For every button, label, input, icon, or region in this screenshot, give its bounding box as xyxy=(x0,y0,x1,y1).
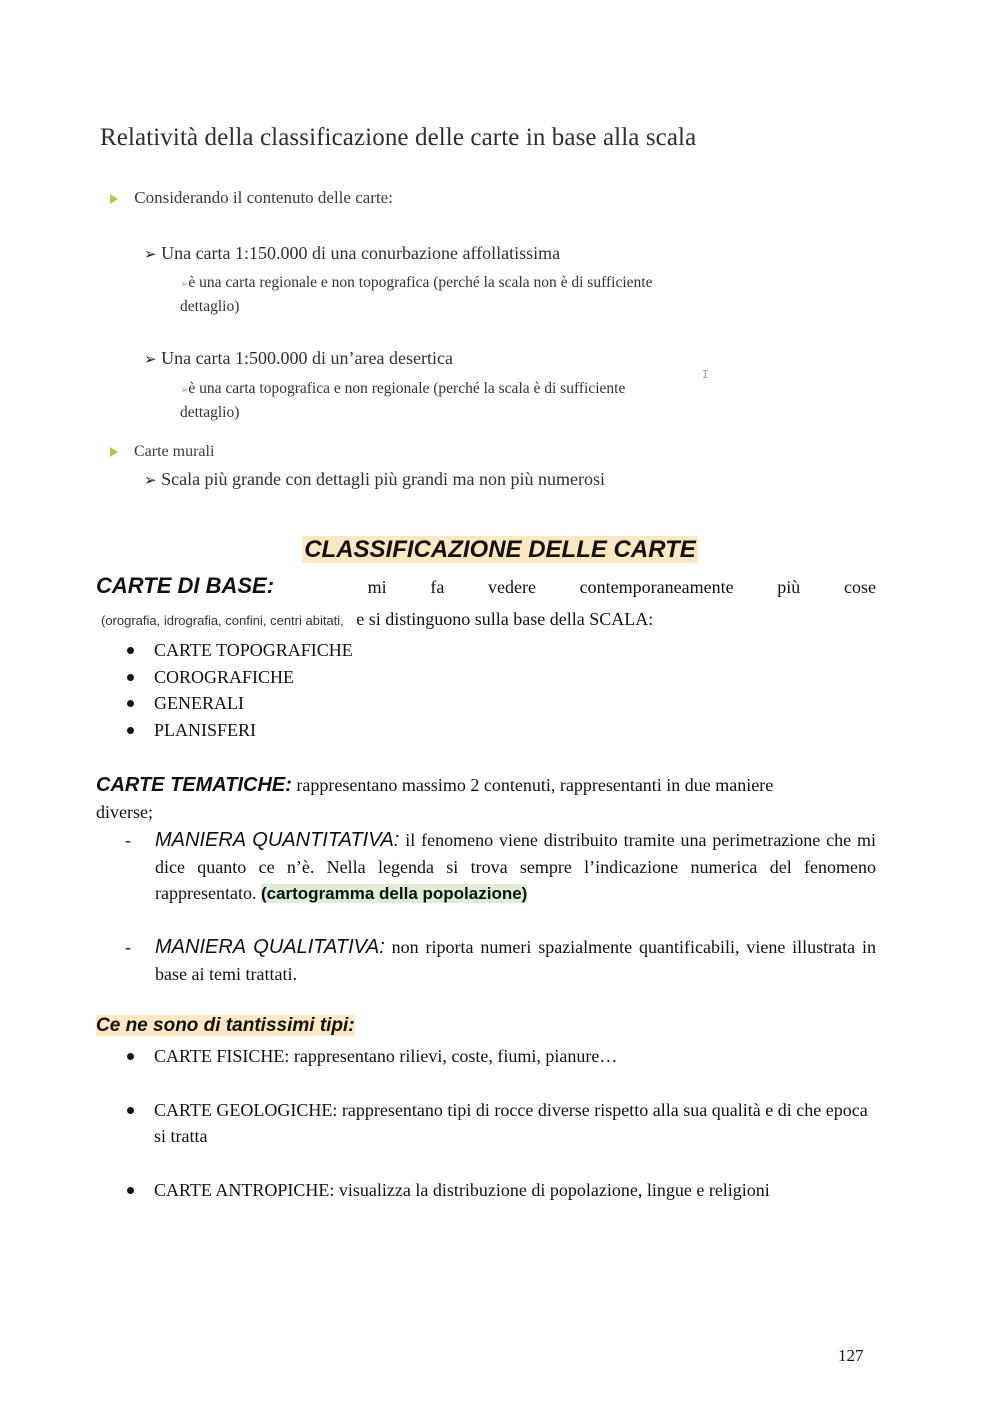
bullet-icon xyxy=(127,674,134,681)
bullet-icon xyxy=(127,1187,134,1194)
arrow-bullet-icon: ➢ xyxy=(144,471,157,489)
list-item: CARTE TOPOGRAFICHE xyxy=(96,637,353,664)
thematic-maps-label: CARTE TEMATICHE: xyxy=(96,774,292,796)
base-maps-rest: e si distinguono sulla base della SCALA: xyxy=(356,609,654,629)
qualitative-item: - MANIERA QUALITATIVA: non riporta numeri spazialmente quantificabili, viene illustrata in base ai temi trattati. xyxy=(125,936,877,984)
embedded-slide-image xyxy=(96,118,796,503)
base-maps-label: CARTE DI BASE: xyxy=(96,573,275,598)
thematic-maps-paragraph: CARTE TEMATICHE: rappresentano massimo 2 contenuti, rappresentanti in due maniere diverse; xyxy=(96,774,774,822)
list-item: CARTE ANTROPICHE: visualizza la distribuzione di popolazione, lingue e religioni xyxy=(96,1177,876,1204)
base-word: fa xyxy=(430,577,445,597)
list-item: PLANISFERI xyxy=(96,717,353,744)
list-item: CARTE GEOLOGICHE: rappresentano tipi di rocce diverse rispetto alla sua qualità e di che epoca si tratta xyxy=(96,1097,876,1150)
list-item: CARTE FISICHE: rappresentano rilievi, coste, fiumi, pianure… xyxy=(96,1043,876,1070)
bullet-icon xyxy=(127,700,134,707)
base-word: contemporaneamente xyxy=(579,577,734,597)
slide-point-murals: Carte murali xyxy=(110,443,214,461)
arrow-bullet-icon: ➢ xyxy=(144,245,157,263)
arrow-bullet-icon: ➢ xyxy=(144,350,157,368)
quantitative-label: MANIERA QUANTITATIVA: xyxy=(155,829,400,851)
base-maps-second-line xyxy=(101,609,881,630)
list-item: COROGRAFICHE xyxy=(96,664,353,691)
base-maps-list xyxy=(96,637,353,743)
base-maps-line xyxy=(96,573,876,599)
page-number: 127 xyxy=(838,1346,864,1365)
types-list xyxy=(96,1043,876,1203)
types-heading: Ce ne sono di tantissimi tipi: xyxy=(96,1015,355,1036)
slide-sub-point-3: ➢ Scala più grande con dettagli più grandi ma non più numerosi xyxy=(144,469,605,489)
section-heading: CLASSIFICAZIONE DELLE CARTE xyxy=(304,536,696,563)
base-word: più xyxy=(777,577,801,597)
arrow-bullet-icon xyxy=(110,194,118,204)
slide-sub-point-2-detail: ➢è una carta topografica e non regionale (perché la scala è di sufficiente dettaglio) xyxy=(180,380,626,421)
base-maps-note: (orografia, idrografia, confini, centri abitati, xyxy=(101,613,344,628)
arrow-bullet-icon: ➢ xyxy=(180,279,189,290)
qualitative-label: MANIERA QUALITATIVA: xyxy=(155,936,385,958)
dash-bullet: - xyxy=(125,830,131,850)
list-item: GENERALI xyxy=(96,690,353,717)
dash-bullet: - xyxy=(125,937,131,957)
base-word: vedere xyxy=(488,577,536,597)
quantitative-example: (cartogramma della popolazione) xyxy=(260,884,528,903)
arrow-bullet-icon xyxy=(110,447,118,457)
slide-sub-point-1: ➢ Una carta 1:150.000 di una conurbazione affollatissima xyxy=(144,243,561,263)
base-word: cose xyxy=(843,577,876,597)
bullet-icon xyxy=(127,1053,134,1060)
slide-point-content: Considerando il contenuto delle carte: xyxy=(110,188,393,208)
slide-title: Relatività della classificazione delle carte in base alla scala xyxy=(100,124,697,151)
base-word: mi xyxy=(367,577,387,597)
arrow-bullet-icon: ➢ xyxy=(180,385,189,396)
text-cursor-icon: I xyxy=(702,368,709,381)
bullet-icon xyxy=(127,727,134,734)
quantitative-item: - MANIERA QUANTITATIVA: il fenomeno viene distribuito tramite una perimetrazione che mi dice quanto ce n’è. Nella legenda si trova sempre l’indicazione numerica del fenomeno rappresentato. (cartogramma della popolazione) xyxy=(125,829,877,903)
bullet-icon xyxy=(127,647,134,654)
slide-sub-point-2: ➢ Una carta 1:500.000 di un’area desertica xyxy=(144,348,453,368)
bullet-icon xyxy=(127,1107,134,1114)
slide-sub-point-1-detail: ➢è una carta regionale e non topografica (perché la scala non è di sufficiente dettaglio) xyxy=(180,274,653,315)
